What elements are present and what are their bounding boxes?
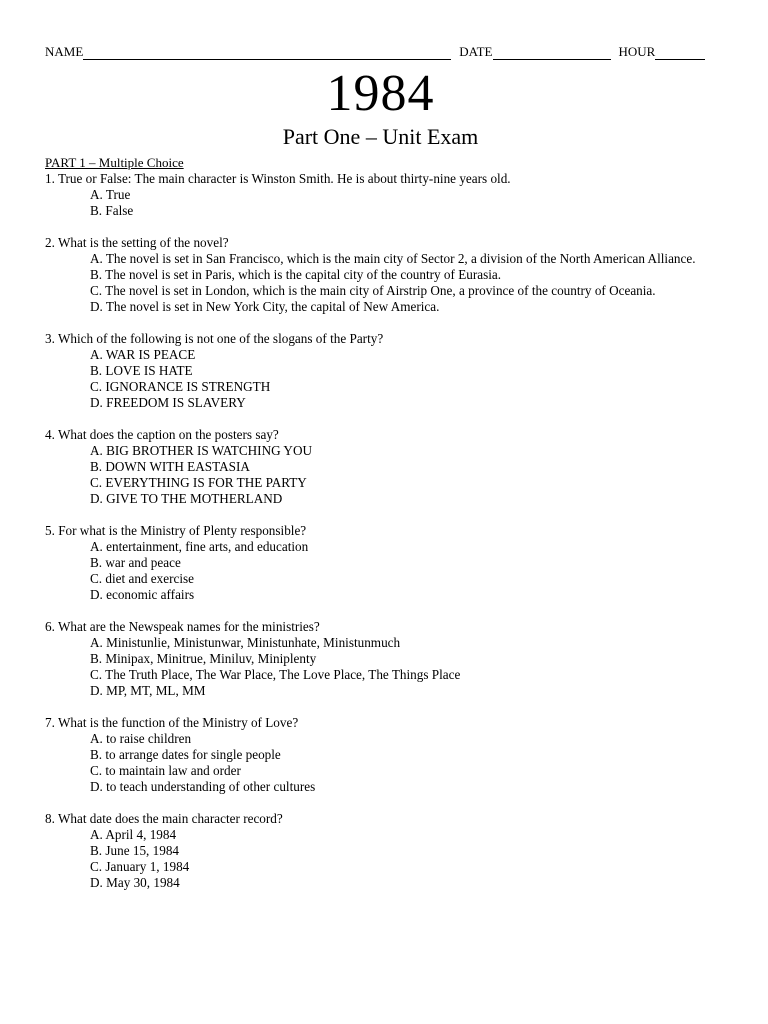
question-item <box>45 523 716 603</box>
question-item <box>45 715 716 795</box>
answer-option: D. to teach understanding of other cultures <box>90 779 316 794</box>
page-subtitle: Part One – Unit Exam <box>282 124 479 149</box>
question-text: 4. What does the caption on the posters say? <box>45 427 279 442</box>
section-heading: PART 1 – Multiple Choice <box>45 155 184 170</box>
question-text: 1. True or False: The main character is Winston Smith. He is about thirty-nine years old. <box>45 171 511 186</box>
answer-options <box>45 187 716 219</box>
answer-option: D. FREEDOM IS SLAVERY <box>90 395 246 410</box>
hour-blank <box>655 46 705 60</box>
date-blank <box>493 46 611 60</box>
answer-option: B. DOWN WITH EASTASIA <box>90 459 250 474</box>
question-text: 5. For what is the Ministry of Plenty responsible? <box>45 523 307 538</box>
answer-options <box>45 827 716 891</box>
answer-option: C. to maintain law and order <box>90 763 241 778</box>
answer-option: B. war and peace <box>90 555 181 570</box>
answer-options <box>45 731 716 795</box>
answer-option: C. The Truth Place, The War Place, The Love Place, The Things Place <box>90 667 461 682</box>
answer-option: B. LOVE IS HATE <box>90 363 193 378</box>
answer-option: B. June 15, 1984 <box>90 843 180 858</box>
question-item <box>45 811 716 891</box>
answer-option: B. The novel is set in Paris, which is the capital city of the country of Eurasia. <box>90 267 502 282</box>
answer-option: B. False <box>90 203 134 218</box>
name-blank <box>83 46 451 60</box>
question-item <box>45 171 716 219</box>
answer-option: A. WAR IS PEACE <box>90 347 196 362</box>
answer-option: A. True <box>90 187 131 202</box>
answer-option: A. entertainment, fine arts, and education <box>90 539 309 554</box>
question-item <box>45 331 716 411</box>
question-item <box>45 427 716 507</box>
answer-option: A. BIG BROTHER IS WATCHING YOU <box>90 443 312 458</box>
question-text: 8. What date does the main character record? <box>45 811 283 826</box>
answer-option: D. The novel is set in New York City, the capital of New America. <box>90 299 440 314</box>
answer-option: A. April 4, 1984 <box>90 827 177 842</box>
answer-options <box>45 443 716 507</box>
answer-option: C. IGNORANCE IS STRENGTH <box>90 379 271 394</box>
answer-option: C. EVERYTHING IS FOR THE PARTY <box>90 475 307 490</box>
answer-option: D. MP, MT, ML, MM <box>90 683 206 698</box>
name-label: NAME <box>45 44 84 59</box>
answer-options <box>45 251 716 315</box>
student-info-line <box>45 42 716 60</box>
date-label: DATE <box>459 44 493 59</box>
answer-option: D. economic affairs <box>90 587 195 602</box>
question-text: 2. What is the setting of the novel? <box>45 235 229 250</box>
answer-option: A. to raise children <box>90 731 192 746</box>
question-text: 7. What is the function of the Ministry of Love? <box>45 715 299 730</box>
answer-options <box>45 635 716 699</box>
page-title: 1984 <box>326 65 435 122</box>
answer-option: D. May 30, 1984 <box>90 875 180 890</box>
answer-option: A. Ministunlie, Ministunwar, Ministunhate, Ministunmuch <box>90 635 401 650</box>
question-text: 6. What are the Newspeak names for the ministries? <box>45 619 320 634</box>
answer-option: D. GIVE TO THE MOTHERLAND <box>90 491 283 506</box>
answer-option: C. diet and exercise <box>90 571 194 586</box>
question-item <box>45 619 716 699</box>
hour-label: HOUR <box>618 44 656 59</box>
answer-option: C. The novel is set in London, which is the main city of Airstrip One, a province of the country of Oceania. <box>90 283 656 298</box>
answer-options <box>45 347 716 411</box>
answer-option: B. Minipax, Minitrue, Miniluv, Miniplenty <box>90 651 317 666</box>
question-list <box>45 171 716 891</box>
answer-option: A. The novel is set in San Francisco, which is the main city of Sector 2, a division of the North American Alliance. <box>90 251 696 266</box>
question-item <box>45 235 716 315</box>
answer-option: B. to arrange dates for single people <box>90 747 281 762</box>
question-text: 3. Which of the following is not one of the slogans of the Party? <box>45 331 384 346</box>
answer-options <box>45 539 716 603</box>
answer-option: C. January 1, 1984 <box>90 859 190 874</box>
